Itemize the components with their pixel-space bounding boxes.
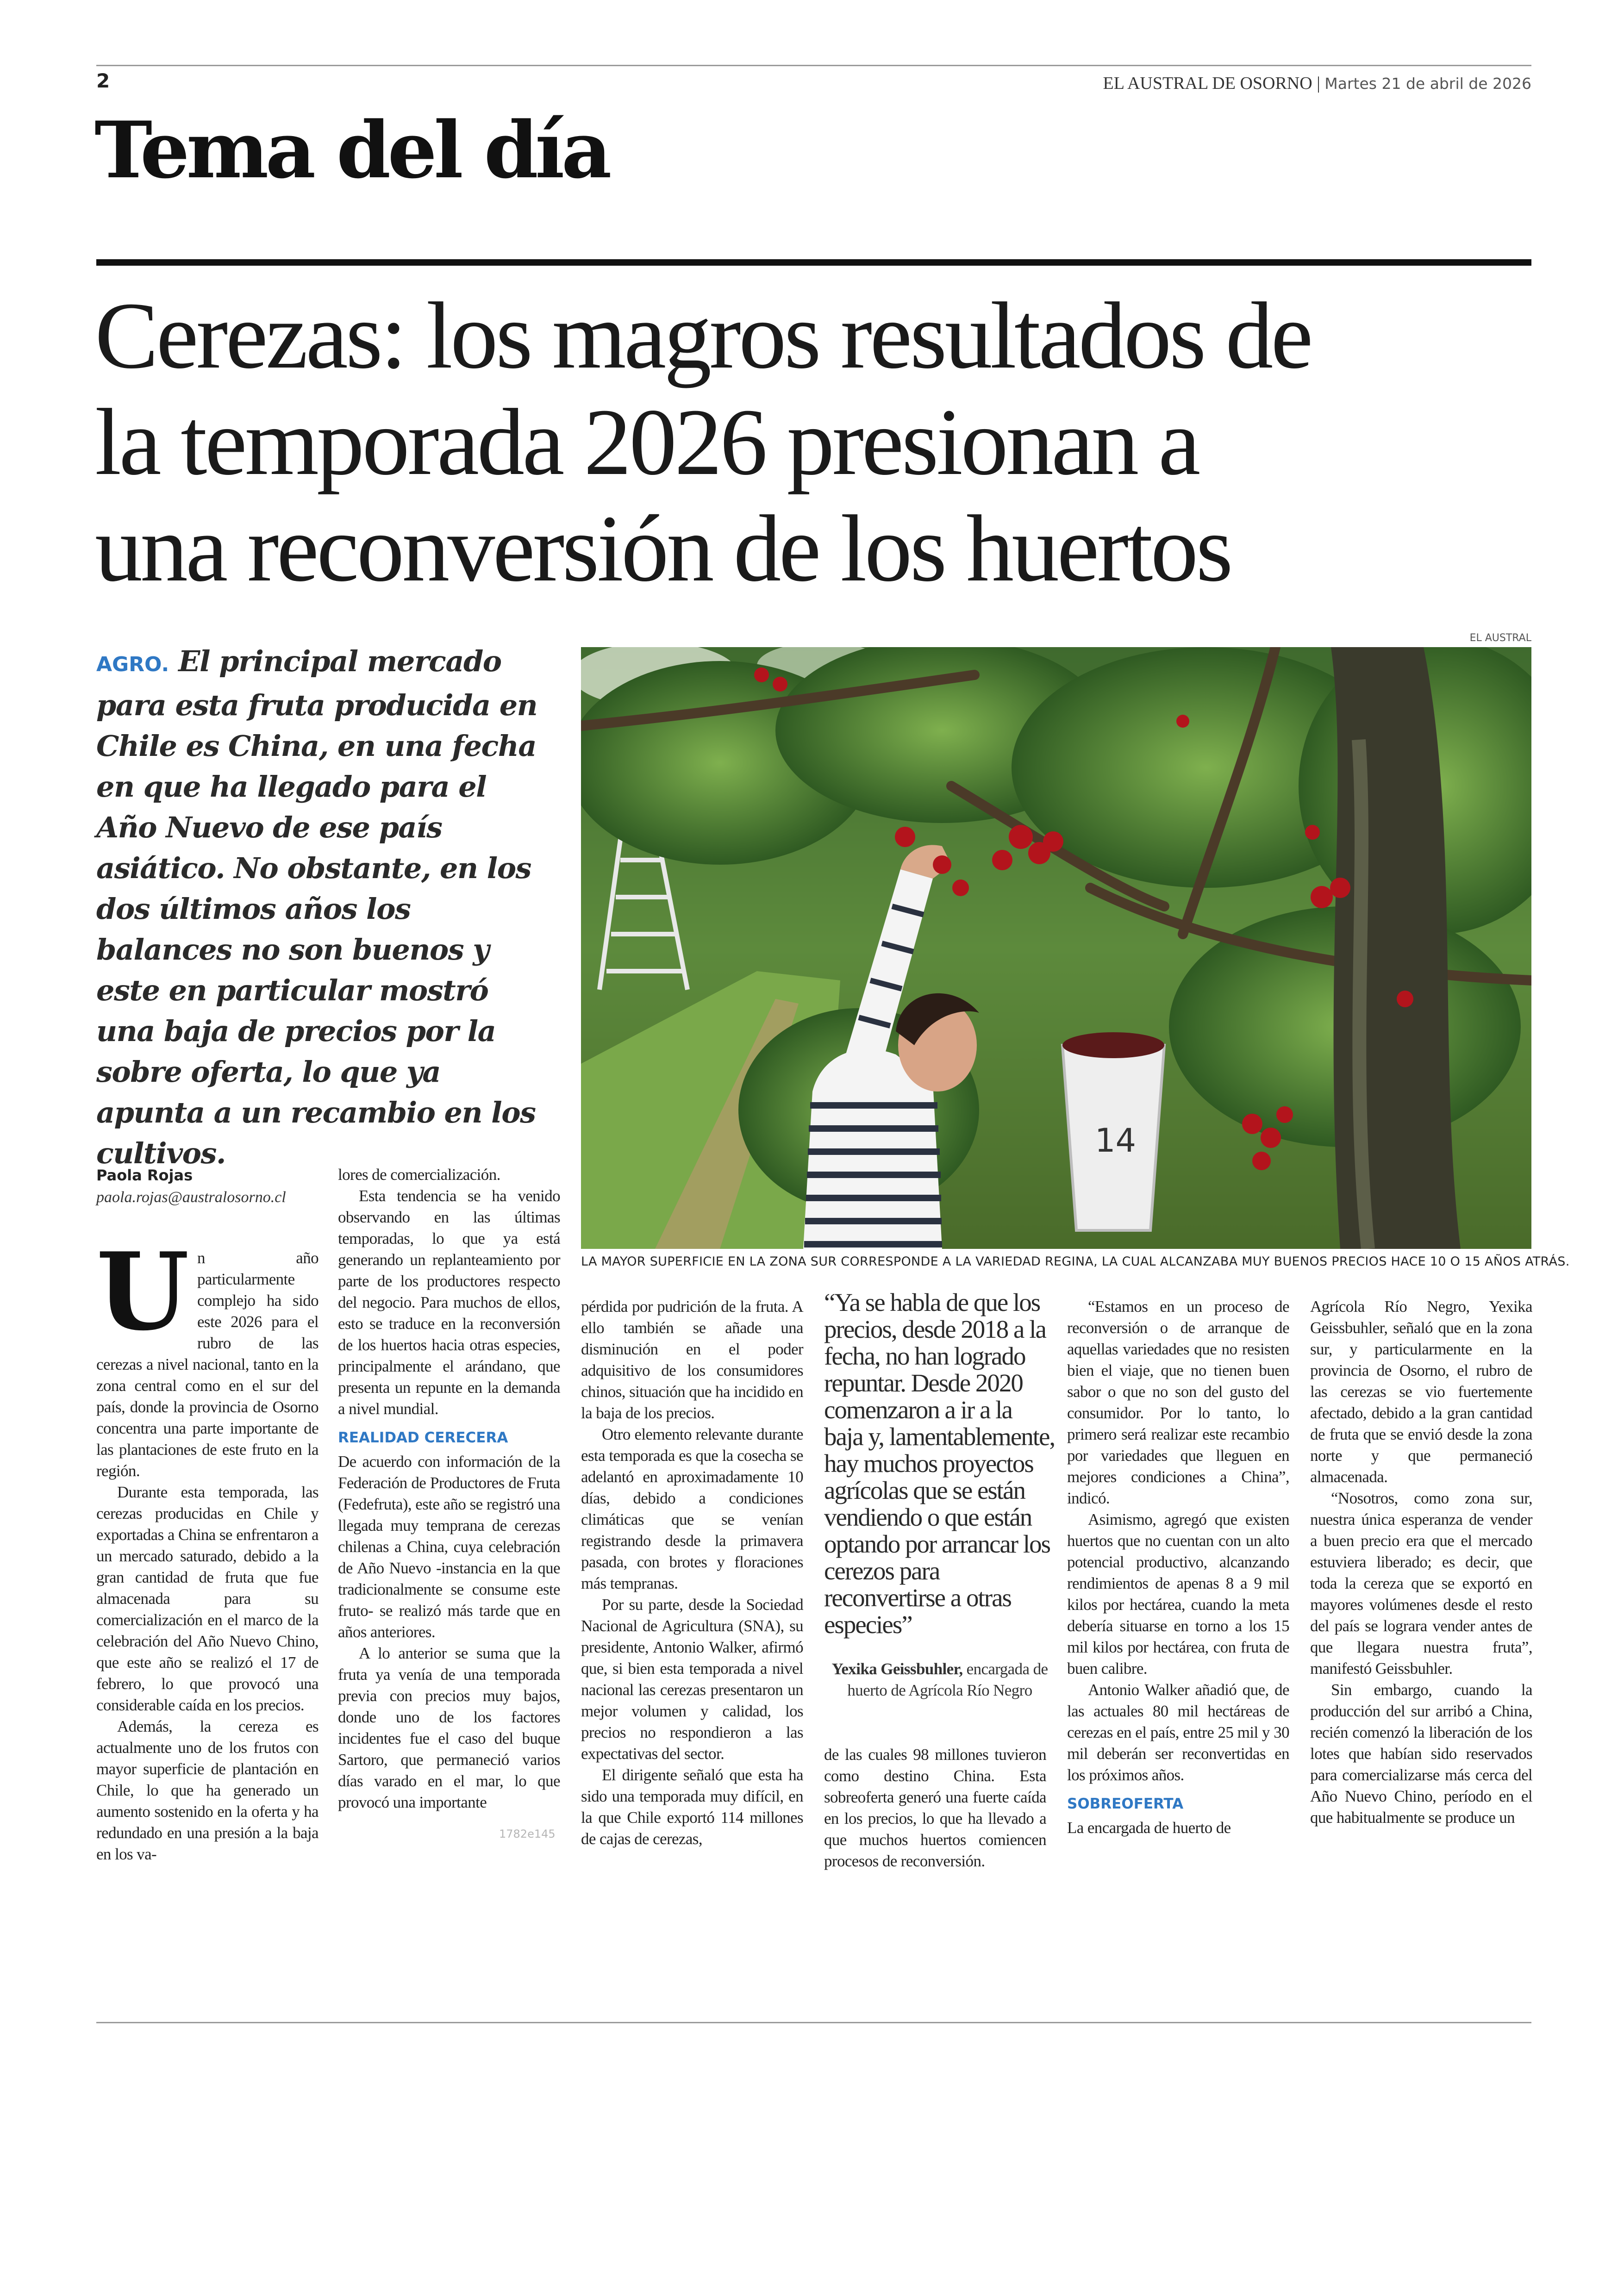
section-title: Tema del día	[94, 104, 609, 196]
paragraph: pérdida por pudrición de la fruta. A ello también se añade una disminución en el poder adquisitivo de los consumidores chinos, situación que ha incidido en la baja de los precios.	[581, 1297, 803, 1422]
watermark-id: 1782e145	[499, 1827, 556, 1840]
paragraph: La encargada de huerto de	[1067, 1819, 1231, 1837]
paragraph: de las cuales 98 millones tuvieron como destino China. Esta sobreoferta generó una fuerte caída en los precios, lo que ha llevado a que muchos huertos comiencen procesos de reconversión.	[824, 1746, 1046, 1870]
paragraph: Por su parte, desde la Sociedad Nacional de Agricultura (SNA), su presidente, Antonio Walker, afirmó que, si bien esta temporada a nivel nacional las cerezas presentaron un mejor volumen y calidad, los precios no respondieron a las expectativas del sector.	[581, 1596, 803, 1763]
paragraph: Además, la cereza es actualmente uno de los frutos con mayor superficie de plantación en Chile, lo que ha generado un aumento sostenido en la oferta y ha redundado en una presión a la baja en los va-	[96, 1717, 319, 1863]
lead-text: El principal mercado para esta fruta producida en Chile es China, en una fecha en que ha llegado para el Año Nuevo de ese país asiático. No obstante, en los dos últimos años los balances no son buenos y este en particular mostró una baja de precios por la sobre oferta, lo que ya apunta a un recambio en los cultivos.	[96, 644, 537, 1170]
paragraph: n año particularmente complejo ha sido este 2026 para el rubro de las cerezas a nivel nacional, tanto en la zona central como en el sur del país, donde la provincia de Osorno concentra una parte importante de las plantaciones de este fruto en la región.	[96, 1249, 319, 1480]
pull-quote-attribution	[824, 1659, 1056, 1701]
subhead-sobreoferta: SOBREOFERTA	[1067, 1796, 1184, 1812]
author-email[interactable]: paola.rojas@australosorno.cl	[96, 1189, 286, 1206]
paragraph: De acuerdo con información de la Federación de Productores de Fruta (Fedefruta), este año se registró una llegada muy temprana de cerezas chilenas a China, cuya celebración de Año Nuevo -instancia en la que tradicionalmente se consume este fruto- se realizó más tarde que en años anteriores.	[338, 1453, 560, 1641]
article-column-4	[824, 1744, 1046, 1872]
headline-line: Cerezas: los magros resultados de	[95, 282, 1311, 388]
paragraph: Esta tendencia se ha venido observando en las últimas temporadas, lo que ya está generando un replanteamiento por parte de los productores respecto del negocio. Para muchos de ellos, esto se traduce en la reconversión de los huertos hacia otras especies, principalmente el arándano, que presenta un repunte en la demanda a nivel mundial.	[338, 1187, 560, 1418]
paragraph: lores de comercialización.	[338, 1166, 500, 1184]
quote-author: Yexika Geissbuhler,	[831, 1660, 963, 1678]
headline-line: una reconversión de los huertos	[95, 495, 1231, 601]
paragraph: Antonio Walker añadió que, de las actuales 80 mil hectáreas de cerezas en el país, entre 25 mil y 30 mil deberán ser reconvertidas en los próximos años.	[1067, 1681, 1289, 1784]
headline-line: la temporada 2026 presionan a	[95, 389, 1199, 495]
paragraph: A lo anterior se suma que la fruta ya venía de una temporada previa con precios muy bajos, donde uno de los factores incidentes fue el caso del buque Sartoro, que permaneció varios días varado en el mar, lo que provocó una importante	[338, 1644, 560, 1811]
issue-date: Martes 21 de abril de 2026	[1324, 75, 1531, 93]
bottom-rule	[96, 2022, 1531, 2023]
pull-quote: “Ya se habla de que los precios, desde 2018 a la fecha, no han logrado repuntar. Desde 2020 comenzaron a ir a la baja y, lamentablemente, hay muchos proyectos agrícolas que se están vendiendo o que están optando por arrancar los cerezos para reconvertirse a otras especies”	[824, 1288, 1055, 1639]
paragraph: Otro elemento relevante durante esta temporada es que la cosecha se adelantó en aproximadamente 10 días, debido a condiciones climáticas que se venían registrando desde la primavera pasada, con brotes y floraciones más tempranas.	[581, 1425, 803, 1592]
photo-illustration	[581, 647, 1531, 1249]
paragraph: Sin embargo, cuando la producción del sur arribó a China, recién comenzó la liberación de los lotes que habían sido reservados para comercializarse más cerca del Año Nuevo Chino, período en el que habitualmente se produce un	[1310, 1681, 1532, 1827]
paragraph: Durante esta temporada, las cerezas producidas en Chile y exportadas a China se enfrentaron a un mercado saturado, debido a la gran cantidad de fruta que fue almacenada para su comercialización en el marco de la celebración del Año Nuevo Chino, que este año se realizó el 17 de febrero, lo que provocó una considerable caída en los precios.	[96, 1483, 319, 1714]
masthead-separator: |	[1317, 74, 1320, 93]
lead-paragraph	[96, 641, 555, 1174]
article-column-3	[581, 1296, 803, 1850]
paragraph: “Nosotros, como zona sur, nuestra única esperanza de vender a buen precio era que el mercado estuviera liberado; es decir, que toda la cereza que se exportó en mayores volúmenes desde el resto del país se lograra vender antes de que llegara nuestra fruta”, manifestó Geissbuhler.	[1310, 1489, 1532, 1678]
top-rule	[96, 65, 1531, 66]
paragraph: “Estamos en un proceso de reconversión o de arranque de aquellas variedades que no resisten bien el viaje, que no tienen buen sabor o que no son del gusto del consumidor. Por lo tanto, lo primero será realizar este recambio por variedades que lleguen en mejores condiciones a China”, indicó.	[1067, 1297, 1289, 1507]
page-number: 2	[96, 69, 110, 92]
paragraph: Asimismo, agregó que existen huertos que no cuentan con un alto potencial productivo, alcanzando rendimientos de apenas 8 a 9 mil kilos por hectárea, cuando la meta debería situarse en torno a los 15 mil kilos por hectárea, con fruta de buen calibre.	[1067, 1510, 1289, 1678]
photo-credit: EL AUSTRAL	[1469, 632, 1531, 644]
drop-cap: U	[96, 1229, 189, 1354]
article-column-5	[1067, 1296, 1289, 1839]
photo-caption: LA MAYOR SUPERFICIE EN LA ZONA SUR CORRESPONDE A LA VARIEDAD REGINA, LA CUAL ALCANZABA MUY BUENOS PRECIOS HACE 10 O 15 AÑOS ATRÁS.	[581, 1254, 1570, 1269]
author-name: Paola Rojas	[96, 1166, 193, 1184]
article-column-2	[338, 1164, 560, 1813]
article-column-1	[96, 1229, 319, 1865]
publication-name: EL AUSTRAL DE OSORNO	[1103, 74, 1312, 93]
bucket-label: 14	[1095, 1122, 1137, 1160]
paragraph: El dirigente señaló que esta ha sido una temporada muy difícil, en la que Chile exportó 114 millones de cajas de cerezas,	[581, 1766, 803, 1848]
quote-author-role: encargada de huerto de Agrícola Río Negro	[847, 1660, 1048, 1699]
masthead	[1103, 73, 1531, 94]
subhead-realidad-cerecera: REALIDAD CERECERA	[338, 1429, 508, 1446]
paragraph: Agrícola Río Negro, Yexika Geissbuhler, señaló que en la zona sur, y particularmente en la provincia de Osorno, el rubro de las cerezas se vio fuertemente afectado, debido a la gran cantidad de fruta que se envió desde la zona norte y que permaneció almacenada.	[1310, 1297, 1532, 1486]
cherry-harvest-photo	[581, 647, 1531, 1249]
section-rule	[96, 259, 1531, 266]
lead-kicker: AGRO.	[96, 653, 169, 676]
headline	[95, 282, 1553, 602]
article-column-6	[1310, 1296, 1532, 1828]
